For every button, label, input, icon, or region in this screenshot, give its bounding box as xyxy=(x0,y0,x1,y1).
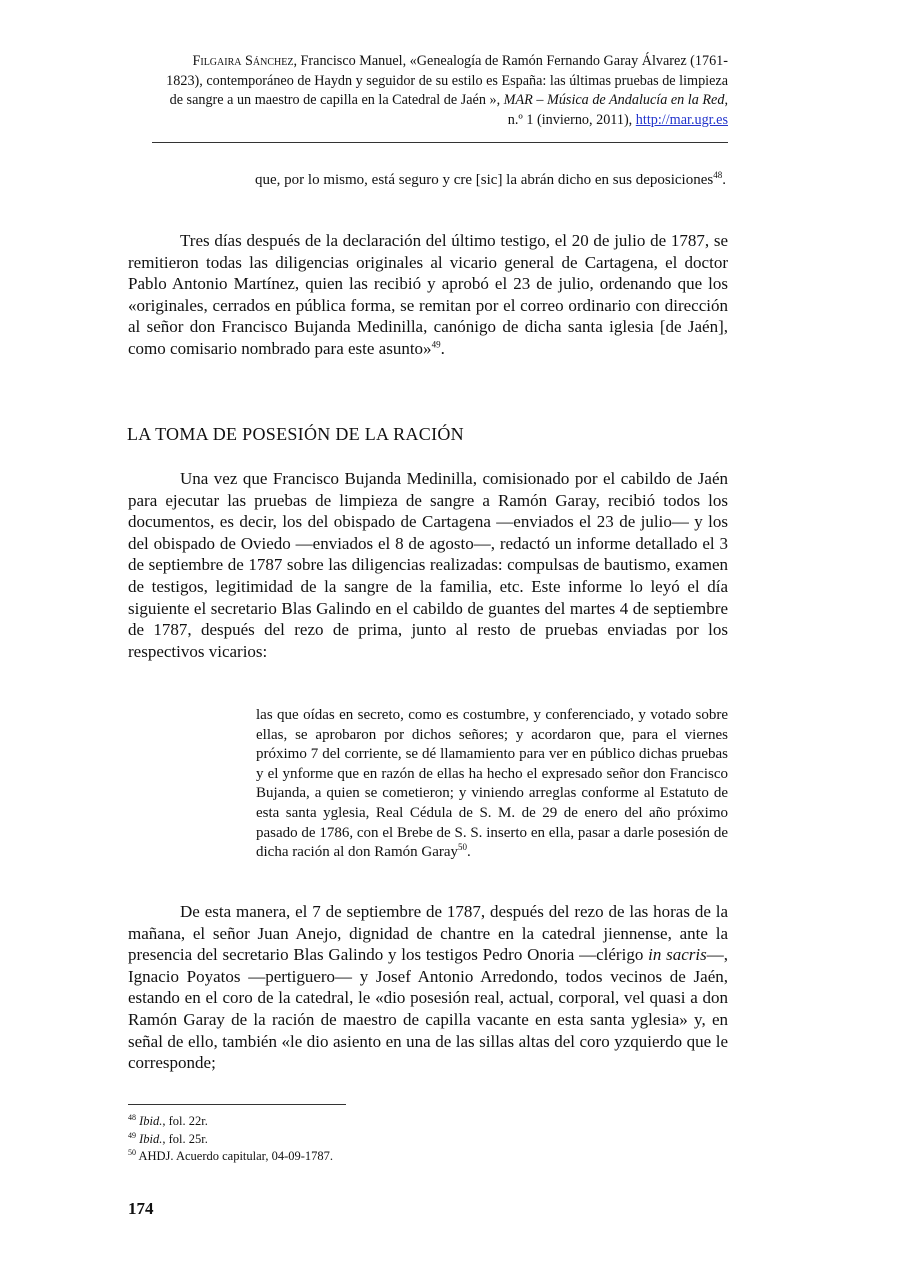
footnote-ref-49[interactable]: 49 xyxy=(431,339,441,350)
block-quote-2: las que oídas en secreto, como es costumbre, y conferenciado, y votado sobre ellas, se aprobaron por dichos señores; y acordaron que, para el viernes próximo 7 del corriente, se dé llamamiento para ver en público dichas pruebas y el ynforme que en razón de ellas ha hecho el expresado señor don Francisco Bujanda, a quien se cometieron; y viniendo arreglas conforme al Estatuto de esta santa yglesia, Real Cédula de S. M. de 29 de enero del año próximo pasado de 1786, con el Brebe de S. S. inserto en ella, pasar a darle posesión de dicha ración al don Ramón Garay$^{50}$. xyxy=(256,707,728,861)
footnote-50: $^{50}$ AHDJ. Acuerdo capitular, 04-09-1787. xyxy=(128,1147,334,1163)
footnotes xyxy=(128,1113,728,1166)
footnote-ref-50[interactable]: 50 xyxy=(458,842,468,853)
footnote-rule xyxy=(128,1104,346,1105)
footnote-48: $^{48}$ Ibid., fol. 22r. xyxy=(128,1112,208,1128)
paragraph-2: Una vez que Francisco Bujanda Medinilla, comisionado por el cabildo de Jaén para ejecutar las pruebas de limpieza de sangre a Ramón Garay, recibió todos los documentos, es decir, los del obispado de Cartagena —enviados el 23 de julio— y los del obispado de Oviedo —enviados el 8 de agosto—, redactó un informe detallado el 3 de septiembre de 1787 sobre las diligencias realizadas: compulsas de bautismo, examen de testigos, legitimidad de la sangre de la familia, etc. Este informe lo leyó el día siguiente el secretario Blas Galindo en el cabildo de guantes del martes 4 de septiembre de 1787, después del rezo de prima, junto al resto de pruebas enviadas por los respectivos vicarios: xyxy=(128,469,728,661)
page-number: 174 xyxy=(128,1199,154,1218)
footnote-ref-48[interactable]: 48 xyxy=(713,170,723,180)
header-line-1: Filgaira Sánchez, Francisco Manuel, «Genealogía de Ramón Fernando Garay Álvarez (1761- xyxy=(192,53,728,69)
block-quote-1: que, por lo mismo, está seguro y cre [sic] la abrán dicho en sus deposiciones$^{48}$. xyxy=(255,170,726,188)
paragraph-1: Tres días después de la declaración del último testigo, el 20 de julio de 1787, se remitieron todas las diligencias originales al vicario general de Cartagena, el doctor Pablo Antonio Martínez, quien las recibió y aprobó el 23 de julio, ordenando que los «originales, cerrados en pública forma, se remitan por el correo ordinario con dirección al señor don Francisco Bujanda Medinilla, canónigo de dicha santa iglesia [de Jaén], como comisario nombrado para este asunto»$^{49}$. xyxy=(128,231,728,358)
paragraph-3: De esta manera, el 7 de septiembre de 1787, después del rezo de las horas de la mañana, el señor Juan Anejo, dignidad de chantre en la catedral jiennense, ante la presencia del secretario Blas Galindo y los testigos Pedro Onoria —clérigo in sacris—, Ignacio Poyatos —pertiguero— y Josef Antonio Arredondo, todos vecinos de Jaén, estando en el coro de la catedral, le «dio posesión real, actual, corporal, vel quasi a don Ramón Garay de la ración de maestro de capilla vacante en esta santa yglesia» y, en señal de ello, también «le dio asiento en una de las sillas altas del coro yzquierdo que le corresponde; xyxy=(128,902,729,1073)
footnote-49: $^{49}$ Ibid., fol. 25r. xyxy=(128,1130,208,1146)
section-title: LA TOMA DE POSESIÓN DE LA RACIÓN xyxy=(127,424,464,444)
journal-url-link[interactable]: http://mar.ugr.es xyxy=(635,111,728,128)
header-rule xyxy=(152,142,728,143)
header-line-3: de sangre a un maestro de capilla en la Catedral de Jaén », MAR – Música de Andalucía en la Red, xyxy=(169,92,728,108)
journal-title: MAR – Música de Andalucía en la Red xyxy=(503,92,725,108)
header-author: Filgaira Sánchez xyxy=(192,53,294,69)
running-header xyxy=(150,52,728,130)
header-line-2: 1823), contemporáneo de Haydn y seguidor de su estilo es España: las últimas pruebas de limpieza xyxy=(166,72,728,89)
header-line-4: n.º 1 (invierno, 2011), http://mar.ugr.es xyxy=(507,111,728,128)
